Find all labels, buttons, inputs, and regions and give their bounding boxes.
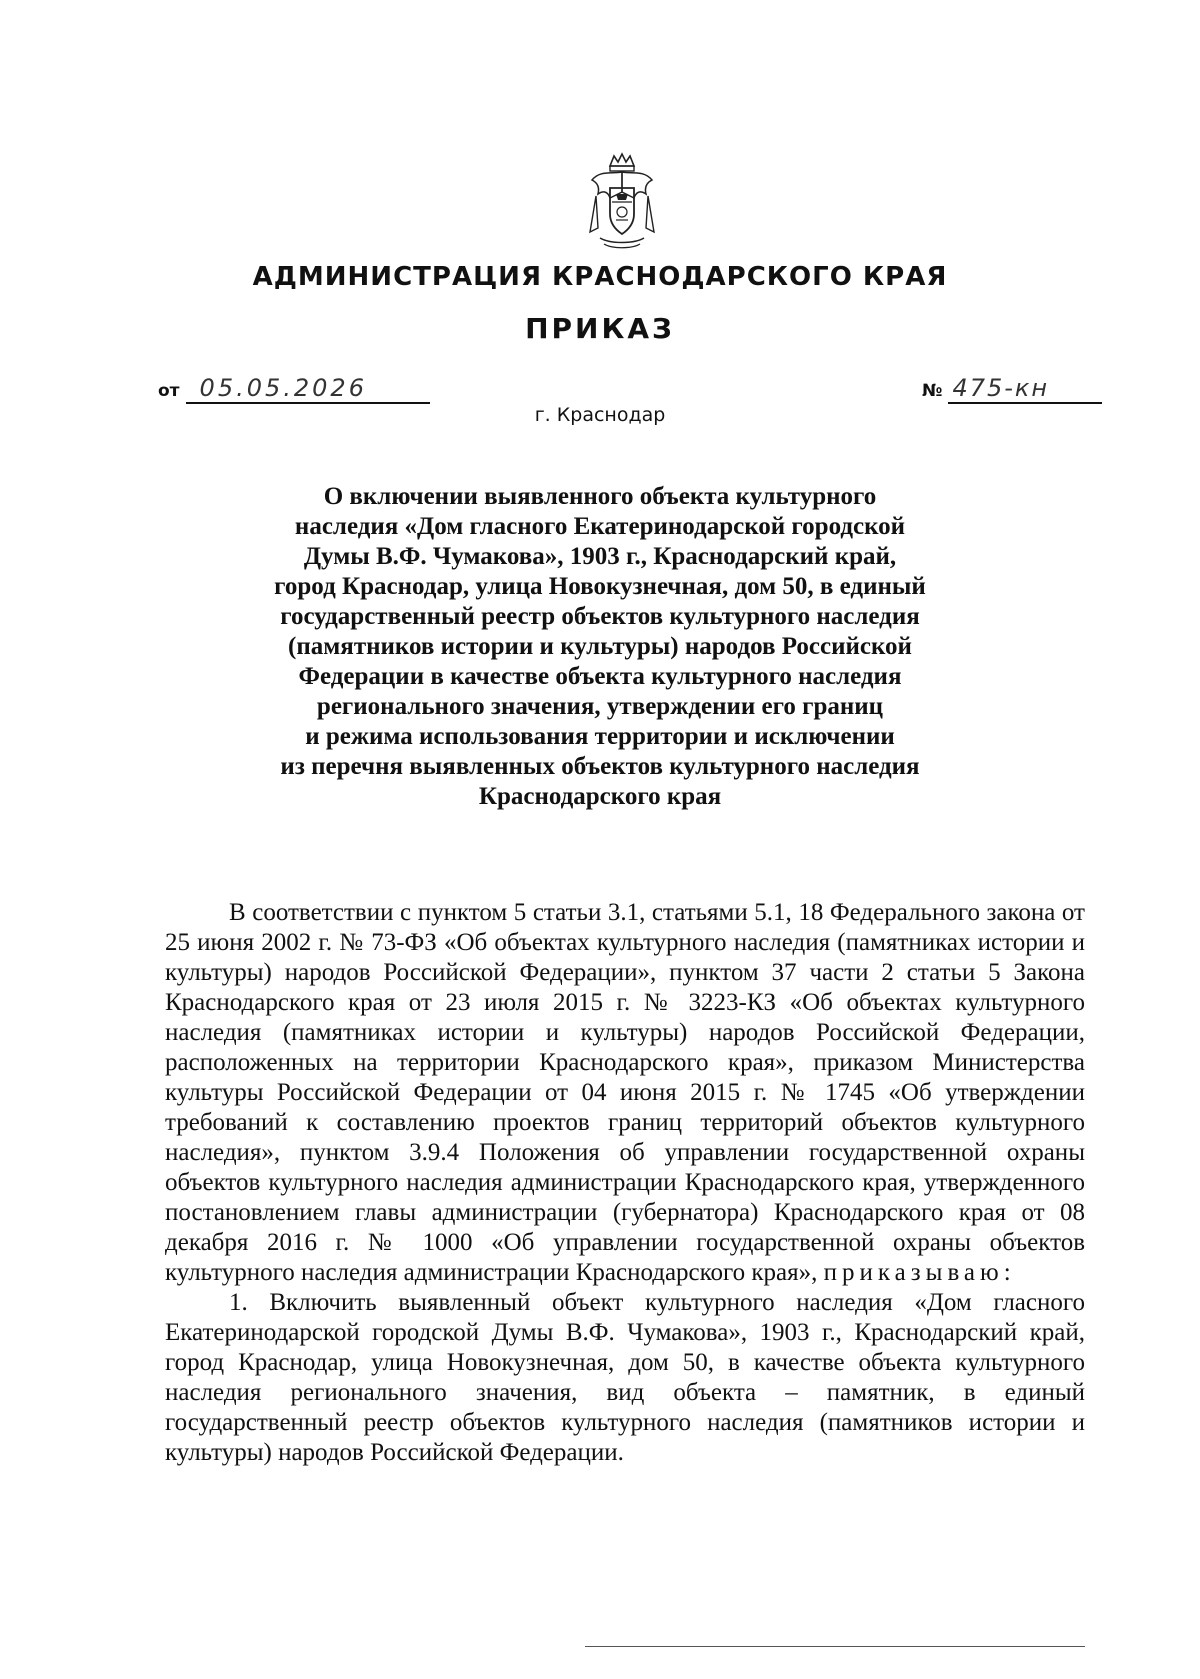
date-value: 05.05.2026 <box>186 374 430 404</box>
subject-line: и режима использования территории и исключении <box>305 723 895 750</box>
subject-line: Думы В.Ф. Чумакова», 1903 г., Краснодарский край, <box>303 543 897 570</box>
item-1-paragraph: 1. Включить выявленный объект культурного наследия «Дом гласного Екатеринодарской городской Думы В.Ф. Чумакова», 1903 г., Краснодарский край, город Краснодар, улица Новокузнечная, дом 50, в качестве объекта культурного наследия регионального значения, вид объекта – памятник, в единый государственный реестр объектов культурного наследия (памятников истории и культуры) народов Российской Федерации. <box>165 1289 1085 1466</box>
subject-line: (памятников истории и культуры) народов Российской <box>288 633 912 660</box>
coat-of-arms-icon <box>582 152 662 252</box>
number-field <box>922 374 1102 404</box>
document-subject <box>200 482 1000 812</box>
date-field <box>158 374 430 404</box>
subject-line: наследия «Дом гласного Екатеринодарской городской <box>294 513 906 540</box>
document-type-title: ПРИКАЗ <box>525 312 675 345</box>
subject-line: Краснодарского края <box>478 783 722 810</box>
preamble-text: В соответствии с пунктом 5 статьи 3.1, статьями 5.1, 18 Федерального закона от 25 июня 2002 г. № 73-ФЗ «Об объектах культурного наследия (памятниках истории и культуры) народов Российской Федерации», пунктом 37 части 2 статьи 5 Закона Краснодарского края от 23 июля 2015 г. № 3223-КЗ «Об объектах культурного наследия (памятниках истории и культуры) народов Российской Федерации, расположенных на территории Краснодарского края», приказом Министерства культуры Российской Федерации от 04 июня 2015 г. № 1745 «Об утверждении требований к составлению проектов границ территорий объектов культурного наследия», пунктом 3.9.4 Положения об управлении государственной охраны объектов культурного наследия администрации Краснодарского края, утвержденного постановлением главы администрации (губернатора) Краснодарского края от 08 декабря 2016 г. № 1000 «Об управлении государственной охраны объектов культурного наследия администрации Краснодарского края», <box>165 899 1085 1286</box>
document-body <box>165 898 1085 1468</box>
page-bottom-divider <box>585 1646 1085 1647</box>
subject-line: государственный реестр объектов культурного наследия <box>280 603 920 630</box>
subject-line: из перечня выявленных объектов культурного наследия <box>280 753 920 780</box>
subject-line: Федерации в качестве объекта культурного наследия <box>298 663 902 690</box>
subject-line: город Краснодар, улица Новокузнечная, дом 50, в единый <box>274 573 926 600</box>
order-word: приказываю: <box>823 1259 1016 1286</box>
preamble-paragraph <box>165 898 1085 1288</box>
subject-line: О включении выявленного объекта культурного <box>323 483 877 510</box>
city-label: г. Краснодар <box>534 404 666 426</box>
number-value: 475-кн <box>948 374 1102 404</box>
subject-line: регионального значения, утверждении его границ <box>316 693 884 720</box>
organization-title: АДМИНИСТРАЦИЯ КРАСНОДАРСКОГО КРАЯ <box>252 262 948 292</box>
number-prefix: № <box>922 381 943 401</box>
date-prefix: от <box>158 381 180 401</box>
